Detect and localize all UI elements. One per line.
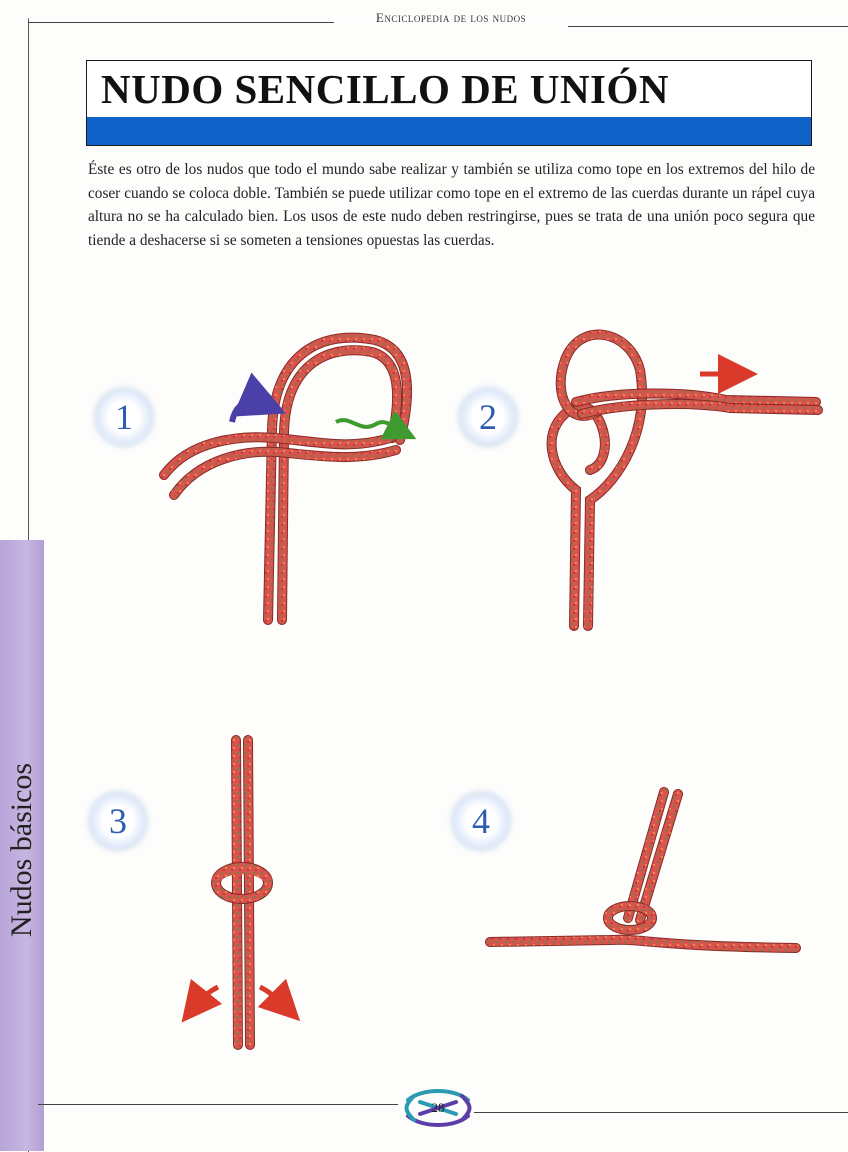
title-bar bbox=[87, 117, 811, 145]
header-rule bbox=[568, 26, 848, 27]
footer-rule bbox=[474, 1112, 848, 1113]
arrow-red-icon bbox=[194, 987, 218, 1007]
side-tab-label: Nudos básicos bbox=[5, 762, 38, 938]
arrow-red-icon bbox=[260, 987, 286, 1007]
knot-illustration-step-2 bbox=[530, 310, 830, 630]
knot-illustration-step-3 bbox=[180, 735, 310, 1050]
title-box bbox=[86, 60, 812, 146]
page-title: NUDO SENCILLO DE UNIÓN bbox=[101, 66, 670, 112]
intro-paragraph: Éste es otro de los nudos que todo el mundo sabe realizar y también se utiliza como tope en los extremos del hilo de coser cuando se coloca doble. También se puede utilizar como tope en el extremo de las cuerdas durante un rápel cuya altura no se ha calculado bien. Los usos de este nudo deben restringirse, pues se trata de una unión poco segura que tiende a deshacerse si se someten a tensiones opuestas las cuerdas. bbox=[88, 161, 815, 249]
step-badge-4: 4 bbox=[454, 794, 508, 848]
header-rule bbox=[28, 22, 334, 23]
curved-arrow-blue-icon bbox=[232, 401, 264, 422]
step-badge-1: 1 bbox=[97, 390, 151, 444]
page-number: 28 bbox=[431, 1100, 445, 1115]
step-badge-3: 3 bbox=[91, 794, 145, 848]
step-badge-2: 2 bbox=[461, 390, 515, 444]
running-header: Enciclopedia de los nudos bbox=[375, 10, 527, 25]
knot-illustration-step-4 bbox=[480, 780, 810, 970]
footer-rule bbox=[38, 1104, 398, 1105]
knot-illustration-step-1 bbox=[150, 310, 440, 630]
